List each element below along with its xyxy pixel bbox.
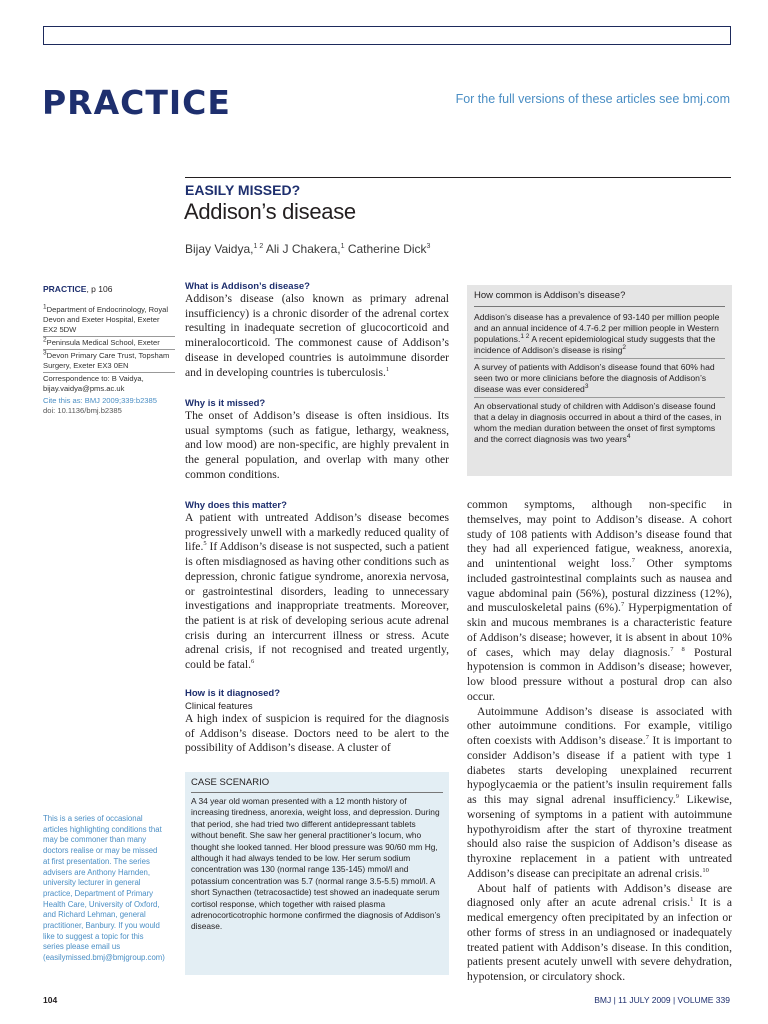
page-number: 104 [43, 995, 58, 1005]
box-heading: How common is Addison’s disease? [474, 290, 725, 307]
title-rule [185, 177, 731, 178]
series-note: This is a series of occasional articles highlighting conditions that may be commoner than many doctors realise or may be missed at first presentation. The series advisers are Anthony Harnden, university lecturer in general practice, Department of Primary Health Care, University of Oxford, and Richard Lehman, general practitioner, Banbury. If you would like to suggest a topic for this series please email us (easilymissed.bmj@bmjgroup.com) [43, 814, 165, 963]
section-heading: How is it diagnosed? [185, 688, 281, 699]
section-body: Addison’s disease (also known as primary adrenal insufficiency) is a chronic disorder of the adrenal cortex resulting in inadequate secretion of glucocorticoid and mineralocorticoid. The commonest cause of Addison’s disease in developed countries is autoimmune disorder and in developing countries is tuberculosis.$^1$ [185, 292, 449, 379]
section-why-matter [185, 500, 449, 673]
paragraph: common symptoms, although non-specific in themselves, may point to Addison’s disease. A cohort study of 108 patients with Addison’s disease found that they had all experienced fatigue, weakness, anorexia, and unintentional weight loss.$^7$ Other symptoms included gastrointestinal complaints such as nausea and vague abdominal pain (56%), postural dizziness (12%), and musculoskeletal pains (6%).$^7$ Hyperpigmentation of skin and mucous membranes is a characteristic feature of Addison’s disease; however, it is absent in about 10% of cases, which may delay diagnosis.$^{7 8}$ Postural hypotension is common in Addison’s disease; however, low blood pressure without a postural drop can also occur. [467, 498, 733, 703]
article-title: Addison’s disease [184, 199, 356, 224]
section-body: A high index of suspicion is required for the diagnosis of Addison’s disease. Doctors need to be alert to the possibility of Addison’s disease. A cluster of [185, 712, 449, 755]
case-text: A 34 year old woman presented with a 12 month history of increasing tiredness, anorexia, weight loss, and depression. During that period, she had tried two different antidepressant tablets without benefit. She saw her general practitioner’s locum, who thought she looked tanned. Her blood pressure was 90/60 mm Hg, although it had always tended to be low. Her serum sodium concentration was 130 (normal range 135-145) mmol/l and potassium concentration was 5.7 (normal range 3.5-5.5) mmol/l. A short Synacthen (tetracosactide) test showed an inadequate serum cortisol response, which together with raised plasma adrenocorticotrophic hormone confirmed the diagnosis of Addison’s disease. [191, 796, 441, 932]
section-heading: What is Addison’s disease? [185, 281, 310, 292]
practice-cross-ref[interactable]: PRACTICE, p 106 [43, 284, 113, 294]
subheading: Clinical features [185, 701, 253, 712]
journal-footer: BMJ | 11 JULY 2009 | VOLUME 339 [594, 995, 730, 1005]
header-frame [43, 26, 731, 45]
paragraph: Autoimmune Addison’s disease is associated with other autoimmune conditions. For example, vitiligo often coexists with Addison’s disease.$^7$ It is important to consider Addison’s disease if a patient with type 1 diabetes starts developing unexplained recurrent hypoglycaemia or the patient’s insulin requirement falls as this may signal adrenal insufficiency.$^9$ Likewise, worsening of symptoms in a patient with autoimmune hypothyroidism after the start of thyroxine treatment should also raise the suspicion of Addison’s disease as thyroxine replacement in a patient with untreated Addison’s disease can precipitate an adrenal crisis.$^{10}$ [467, 704, 732, 880]
affiliation: $^1$Department of Endocrinology, Royal Devon and Exeter Hospital, Exeter EX2 5DW [43, 304, 175, 337]
section-title: PRACTICE [42, 83, 231, 122]
section-heading: Why does this matter? [185, 500, 287, 511]
affiliation: $^2$Peninsula Medical School, Exeter [43, 337, 175, 350]
section-body: The onset of Addison’s disease is often insidious. Its usual symptoms (such as fatigue, lethargy, weakness, and low mood) are non-specific, are highly prevalent in the general population, and overlap with many other common conditions. [185, 409, 449, 481]
section-body: A patient with untreated Addison’s disease becomes progressively unwell with a markedly reduced quality of life.$^5$ If Addison’s disease is not suspected, such a patient is often misdiagnosed as having other conditions such as depression, chronic fatigue syndrome, anorexia nervosa, or gastrointestinal disorders, leading to unnecessary investigations and inappropriate treatments. Moreover, the patient is at risk of developing serious acute adrenal crisis during an intercurrent illness or stress. Acute adrenal crisis, if not recognised and treated urgently, could be fatal.$^6$ [185, 511, 449, 672]
how-common-box [467, 285, 732, 476]
full-versions-link[interactable]: For the full versions of these articles see bmj.com [455, 92, 730, 106]
affiliation: $^3$Devon Primary Care Trust, Topsham Surgery, Exeter EX3 0EN [43, 350, 175, 373]
box-item: A survey of patients with Addison’s disease found that 60% had seen two or more clinicians before the diagnosis of Addison’s disease was ever considered$^3$ [474, 361, 725, 398]
series-kicker: EASILY MISSED? [185, 182, 301, 198]
column-two [467, 498, 732, 985]
doi[interactable]: doi: 10.1136/bmj.b2385 [43, 406, 122, 415]
correspondence: Correspondence to: B Vaidya, bijay.vaidya@pms.ac.uk [43, 374, 144, 393]
case-scenario-box [185, 772, 449, 975]
section-diagnosed [185, 688, 449, 756]
section-why-missed [185, 398, 449, 483]
sidebar [43, 284, 175, 416]
paragraph: About half of patients with Addison’s disease are diagnosed only after an acute adrenal crisis.$^1$ It is a medical emergency often precipitated by an infection or other forms of stress in an undiagnosed or inadequately treated patient with Addison’s disease. In this condition, patients present acutely unwell with severe dehydration, hypotension, or circulatory shock. [467, 881, 732, 983]
section-what [185, 281, 449, 380]
box-item: An observational study of children with Addison’s disease found that a delay in diagnosis occurred in about a third of the cases, in whom the median duration between the onset of first symptoms and the correct diagnosis was two years$^4$ [474, 401, 722, 444]
box-item: Addison’s disease has a prevalence of 93-140 per million people and an annual incidence of 4.7-6.2 per million people in Western populations.$^{1 2}$ A recent epidemiological study suggests that the incidence of Addison’s disease is rising$^2$ [474, 311, 725, 359]
citation: Cite this as: BMJ 2009;339:b2385 [43, 396, 157, 405]
author-list: Bijay Vaidya,$^{1 2}$ Ali J Chakera,$^1$ Catherine Dick$^3$ [185, 242, 431, 256]
section-heading: Why is it missed? [185, 398, 266, 409]
box-heading: CASE SCENARIO [191, 777, 443, 793]
